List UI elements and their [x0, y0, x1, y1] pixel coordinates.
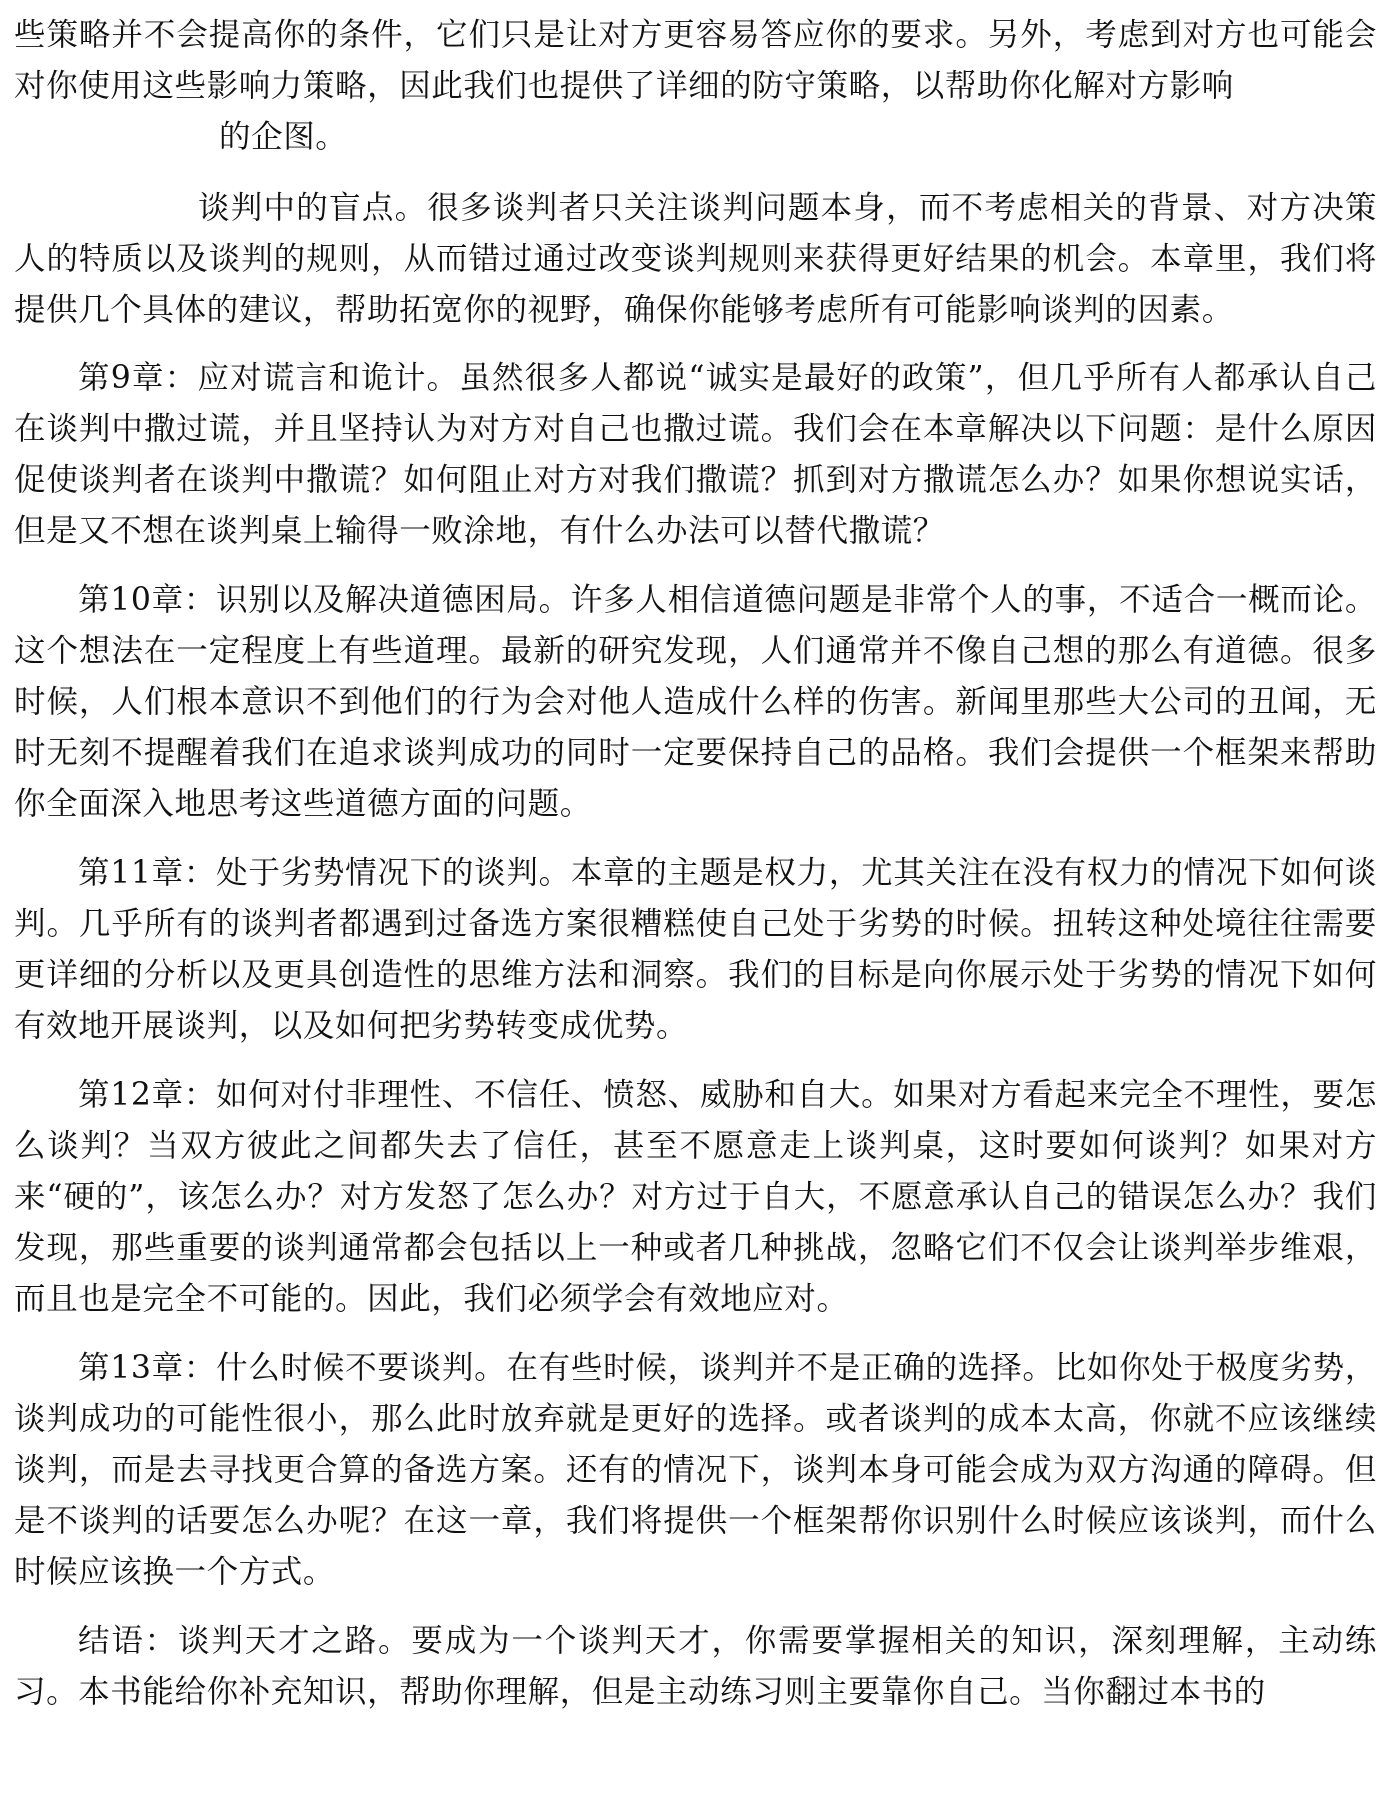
- paragraph-chapter-9: 第9章：应对谎言和诡计。虽然很多人都说“诚实是最好的政策”，但几乎所有人都承认自己在谈判中撒过谎，并且坚持认为对方对自己也撒过谎。我们会在本章解决以下问题：是什么原因促使谈判者在谈判中撒谎？如何阻止对方对我们撒谎？抓到对方撒谎怎么办？如果你想说实话，但是又不想在谈判桌上输得一败涂地，有什么办法可以替代撒谎？: [14, 360, 1377, 549]
- paragraph-chapter-11: 第11章：处于劣势情况下的谈判。本章的主题是权力，尤其关注在没有权力的情况下如何谈判。几乎所有的谈判者都遇到过备选方案很糟糕使自己处于劣势的时候。扭转这种处境往往需要更详细的分析以及更具创造性的思维方法和洞察。我们的目标是向你展示处于劣势的情况下如何有效地开展谈判，以及如何把劣势转变成优势。: [14, 855, 1377, 1044]
- paragraph-influence-tail: 的企图。: [219, 119, 348, 155]
- paragraph-influence-continued: 些策略并不会提高你的条件，它们只是让对方更容易答应你的要求。另外，考虑到对方也可能会对你使用这些影响力策略，因此我们也提供了详细的防守策略，以帮助你化解对方影响: [14, 17, 1377, 104]
- paragraph-conclusion: 结语：谈判天才之路。要成为一个谈判天才，你需要掌握相关的知识，深刻理解，主动练习。本书能给你补充知识，帮助你理解，但是主动练习则主要靠你自己。当你翻过本书的: [14, 1623, 1377, 1710]
- paragraph-chapter-10: 第10章：识别以及解决道德困局。许多人相信道德问题是非常个人的事，不适合一概而论。这个想法在一定程度上有些道理。最新的研究发现，人们通常并不像自己想的那么有道德。很多时候，人们根本意识不到他们的行为会对他人造成什么样的伤害。新闻里那些大公司的丑闻，无时无刻不提醒着我们在追求谈判成功的同时一定要保持自己的品格。我们会提供一个框架来帮助你全面深入地思考这些道德方面的问题。: [14, 582, 1377, 822]
- paragraph-blind-spots: 谈判中的盲点。很多谈判者只关注谈判问题本身，而不考虑相关的背景、对方决策人的特质以及谈判的规则，从而错过通过改变谈判规则来获得更好结果的机会。本章里，我们将提供几个具体的建议，帮助拓宽你的视野，确保你能够考虑所有可能影响谈判的因素。: [14, 190, 1377, 328]
- paragraph-chapter-12: 第12章：如何对付非理性、不信任、愤怒、威胁和自大。如果对方看起来完全不理性，要怎么谈判？当双方彼此之间都失去了信任，甚至不愿意走上谈判桌，这时要如何谈判？如果对方来“硬的”，该怎么办？对方发怒了怎么办？对方过于自大，不愿意承认自己的错误怎么办？我们发现，那些重要的谈判通常都会包括以上一种或者几种挑战，忽略它们不仅会让谈判举步维艰，而且也是完全不可能的。因此，我们必须学会有效地应对。: [14, 1077, 1377, 1317]
- paragraph-chapter-13: 第13章：什么时候不要谈判。在有些时候，谈判并不是正确的选择。比如你处于极度劣势，谈判成功的可能性很小，那么此时放弃就是更好的选择。或者谈判的成本太高，你就不应该继续谈判，而是去寻找更合算的备选方案。还有的情况下，谈判本身可能会成为双方沟通的障碍。但是不谈判的话要怎么办呢？在这一章，我们将提供一个框架帮你识别什么时候应该谈判，而什么时候应该换一个方式。: [14, 1350, 1377, 1590]
